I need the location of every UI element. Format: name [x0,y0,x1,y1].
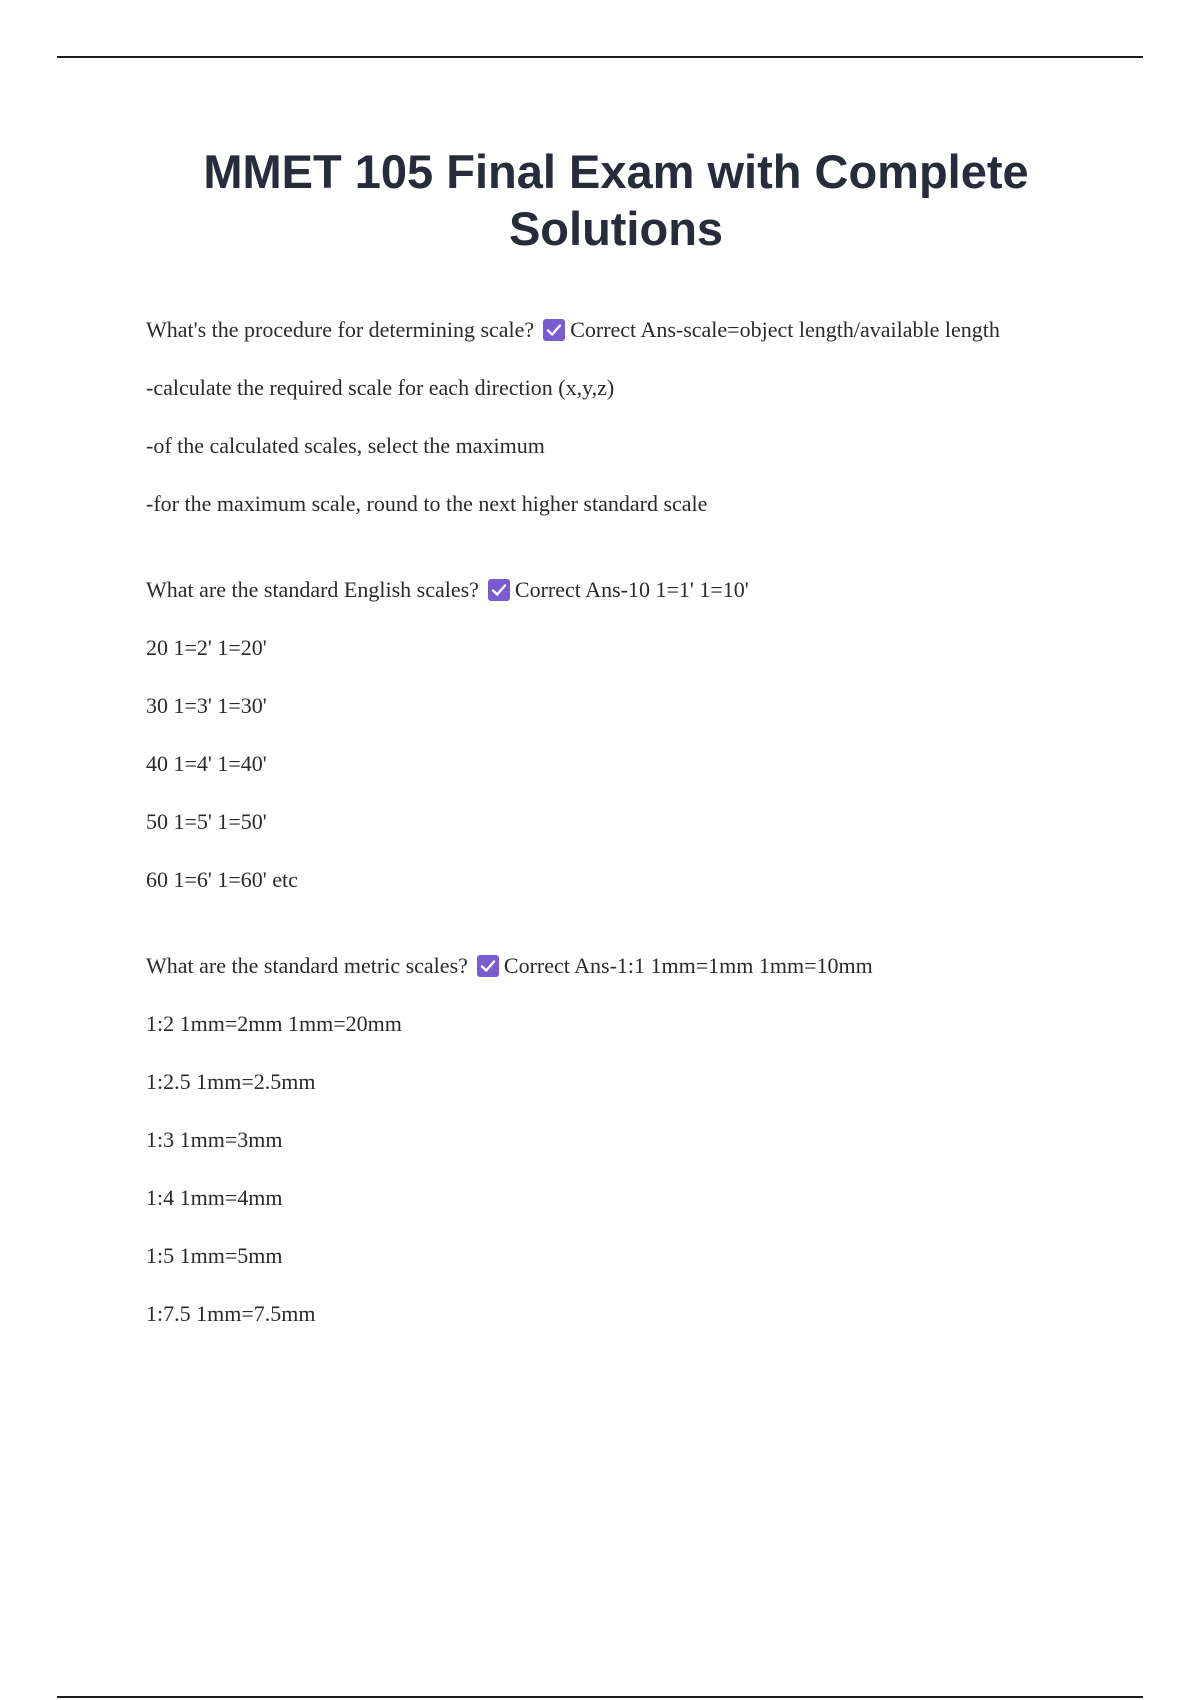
answer-text: Correct Ans-scale=object length/available length [570,317,1000,342]
question-line [146,316,1146,344]
question-text: What are the standard metric scales? [146,953,468,978]
answer-line: 20 1=2' 1=20' [146,635,267,660]
qa-item-procedure [146,316,1146,518]
answer-line: 60 1=6' 1=60' etc [146,867,298,892]
top-divider [57,56,1143,58]
qa-content [146,316,1146,1386]
answer-line: 1:2 1mm=2mm 1mm=20mm [146,1011,402,1036]
question-text: What are the standard English scales? [146,577,479,602]
page-title: MMET 105 Final Exam with Complete Solutions [203,145,1029,255]
question-text: What's the procedure for determining scale? [146,317,535,342]
qa-item-english-scales [146,576,1146,894]
answer-line: -of the calculated scales, select the maximum [146,433,545,458]
answer-line: 1:5 1mm=5mm [146,1243,283,1268]
answer-line: 1:2.5 1mm=2.5mm [146,1069,316,1094]
answer-line: 40 1=4' 1=40' [146,751,267,776]
answer-line: 30 1=3' 1=30' [146,693,267,718]
answer-line: -for the maximum scale, round to the next higher standard scale [146,491,708,516]
bottom-divider [57,1696,1143,1698]
question-line [146,576,1146,604]
checkmark-icon [488,579,510,601]
answer-text: Correct Ans-10 1=1' 1=10' [514,577,749,602]
answer-text: Correct Ans-1:1 1mm=1mm 1mm=10mm [503,953,873,978]
answer-line: 50 1=5' 1=50' [146,809,267,834]
answer-line: -calculate the required scale for each direction (x,y,z) [146,375,615,400]
answer-line: 1:7.5 1mm=7.5mm [146,1301,316,1326]
checkmark-icon [477,955,499,977]
answer-line: 1:3 1mm=3mm [146,1127,283,1152]
qa-item-metric-scales [146,952,1146,1328]
question-line [146,952,1146,980]
checkmark-icon [543,319,565,341]
answer-line: 1:4 1mm=4mm [146,1185,283,1210]
